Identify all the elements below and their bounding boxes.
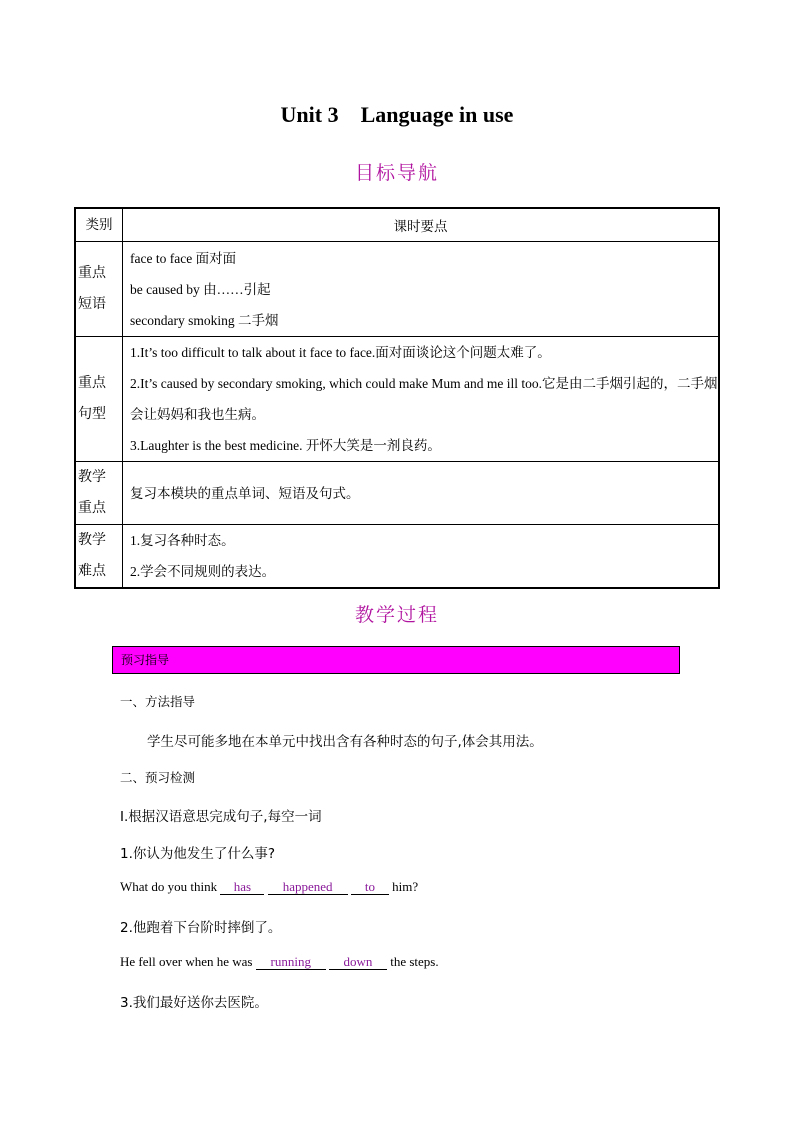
header-key-points: 课时要点: [123, 208, 720, 242]
answer-blank: happened: [268, 880, 348, 895]
phrase-line: be caused by 由……引起: [130, 281, 271, 297]
question-1-english: What do you think has happened to him?: [120, 879, 419, 894]
row-content: [123, 242, 720, 337]
question-1-chinese: 1.你认为他发生了什么事?: [120, 846, 276, 862]
row-category: 教学 重点: [75, 462, 123, 525]
header-category: 类别: [75, 208, 123, 242]
preview-guide-bar: 预习指导: [112, 646, 680, 674]
row-content: [123, 462, 720, 525]
row-category: 重点 句型: [75, 337, 123, 462]
row-category: 教学 难点: [75, 525, 123, 589]
phrase-line: face to face 面对面: [130, 250, 237, 266]
task-instruction: Ⅰ.根据汉语意思完成句子,每空一词: [120, 809, 322, 825]
question-3-chinese: 3.我们最好送你去医院。: [120, 995, 268, 1011]
answer-blank: has: [220, 880, 264, 895]
difficulty-line: 1.复习各种时态。: [130, 533, 235, 548]
row-content: [123, 337, 720, 462]
method-heading: 一、方法指导: [120, 694, 196, 709]
focus-line: 复习本模块的重点单词、短语及句式。: [130, 485, 360, 501]
sentence-line: 3.Laughter is the best medicine. 开怀大笑是一剂良药。: [130, 438, 441, 453]
teaching-process-heading: 教学过程: [354, 604, 439, 626]
row-content: [123, 525, 720, 589]
table-row: [75, 462, 719, 525]
unit-topic: Language in use: [360, 102, 514, 127]
answer-blank: running: [256, 955, 326, 970]
document-title: [0, 102, 794, 128]
row-category: 重点 短语: [75, 242, 123, 337]
goal-navigation-heading: 目标导航: [354, 162, 439, 184]
answer-blank: to: [351, 880, 389, 895]
difficulty-line: 2.学会不同规则的表达。: [130, 564, 276, 579]
table-header-row: [75, 208, 719, 242]
lesson-plan-table: [74, 207, 720, 589]
phrase-line: secondary smoking 二手烟: [130, 312, 279, 328]
table-row: [75, 525, 719, 589]
question-2-english: He fell over when he was running down the steps.: [120, 954, 439, 969]
preview-check-heading: 二、预习检测: [120, 770, 196, 785]
table-row: [75, 337, 719, 462]
answer-blank: down: [329, 955, 387, 970]
unit-label: Unit 3: [280, 102, 339, 127]
table-row: [75, 242, 719, 337]
question-2-chinese: 2.他跑着下台阶时摔倒了。: [120, 920, 282, 936]
method-paragraph: 学生尽可能多地在本单元中找出含有各种时态的句子,体会其用法。: [147, 734, 543, 750]
sentence-line: 2.It’s caused by secondary smoking, which could make Mum and me ill too.它是由二手烟引起的，二手烟会让妈妈和我也生病。: [130, 376, 718, 422]
sentence-line: 1.It’s too difficult to talk about it face to face.面对面谈论这个问题太难了。: [130, 345, 551, 360]
